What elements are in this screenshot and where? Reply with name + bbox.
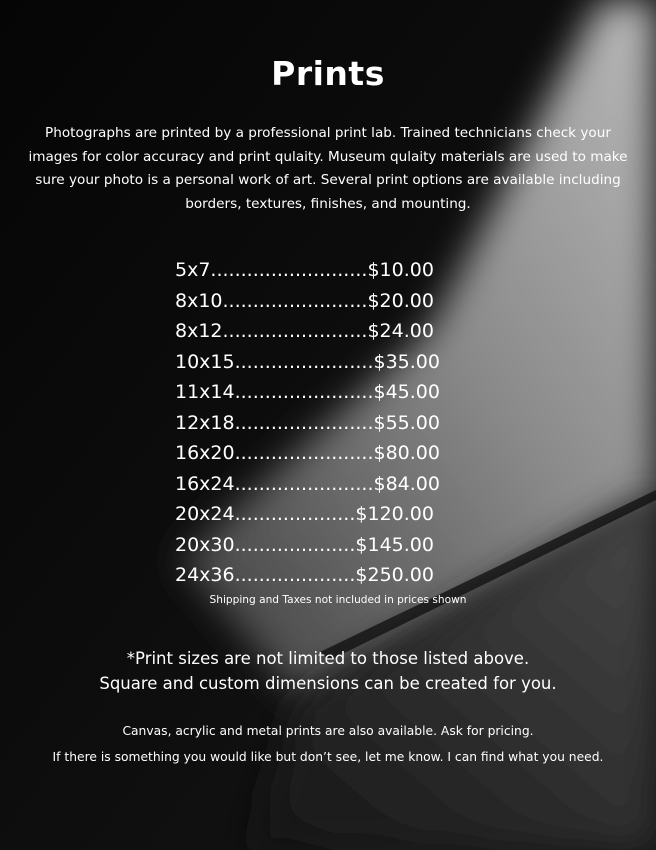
price-row-10x15: 10x15.......................$35.00 [175,350,440,373]
page-title: Prints [271,54,385,93]
price-row-20x24: 20x24....................$120.00 [175,503,434,525]
extra-options-note [0,718,656,770]
price-row-11x14: 11x14.......................$45.00 [175,381,440,403]
custom-sizes-line-2: Square and custom dimensions can be created for you. [99,674,557,693]
price-row-8x12: 8x12........................$24.00 [175,320,434,342]
price-row-24x36: 24x36....................$250.00 [175,564,434,586]
extra-options-line-2: If there is something you would like but don’t see, let me know. I can find what you need. [52,750,604,764]
price-list [175,255,485,591]
price-row-20x30: 20x30....................$145.00 [175,533,434,556]
extra-options-line-1: Canvas, acrylic and metal prints are also available. Ask for pricing. [122,724,534,738]
price-row-5x7: 5x7..........................$10.00 [175,259,434,281]
price-row-12x18: 12x18.......................$55.00 [175,411,440,434]
custom-sizes-note [0,646,656,696]
price-row-8x10: 8x10........................$20.00 [175,289,434,312]
intro-paragraph: Photographs are printed by a professional print lab. Trained technicians check your images for color accuracy and print qulaity. Museum qulaity materials are used to make sure your photo is a personal work of art. Several print options are available including borders, textures, finishes, and mounting. [28,125,628,212]
price-row-16x24: 16x24.......................$84.00 [175,472,440,495]
shipping-note: Shipping and Taxes not included in prices shown [209,594,467,606]
price-row-16x20: 16x20.......................$80.00 [175,442,440,464]
custom-sizes-line-1: *Print sizes are not limited to those listed above. [126,649,530,668]
